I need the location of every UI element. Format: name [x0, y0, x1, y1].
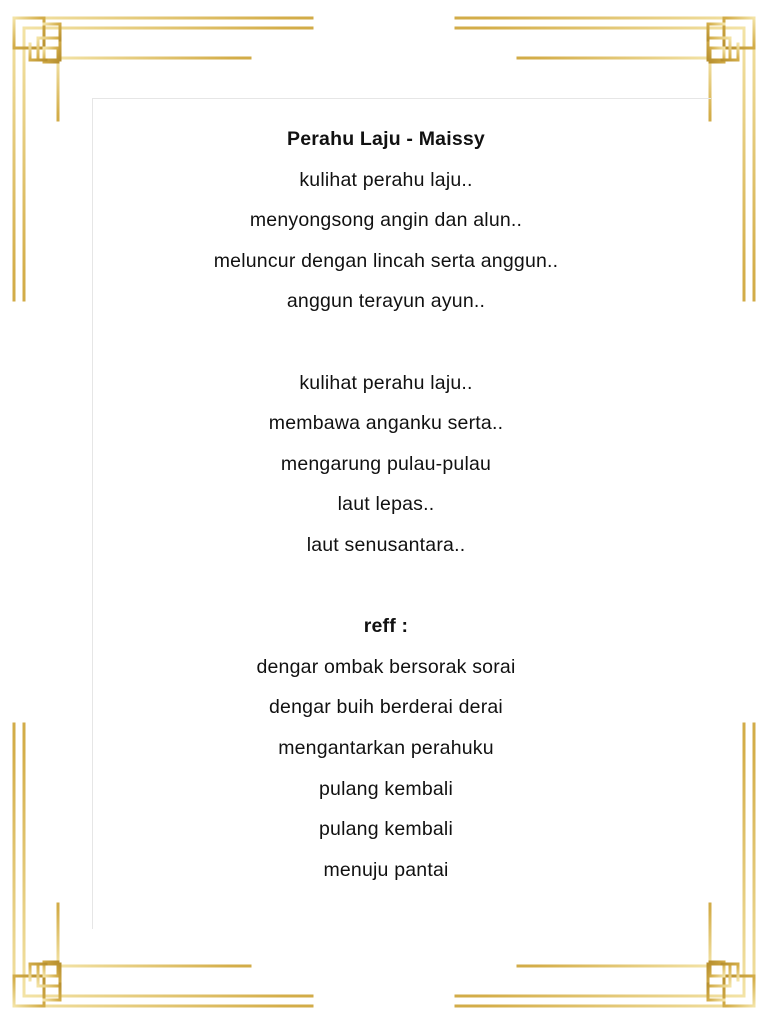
lyric-line: membawa anganku serta..: [268, 412, 504, 435]
lyric-line: mengantarkan perahuku: [278, 736, 494, 759]
lyric-line: kulihat perahu laju..: [299, 371, 473, 394]
lyric-line: laut senusantara..: [306, 533, 466, 556]
lyric-line: mengarung pulau-pulau: [280, 452, 492, 475]
song-title: Perahu Laju - Maissy: [287, 128, 485, 150]
lyric-line: pulang kembali: [319, 777, 453, 800]
lyric-line: meluncur dengan lincah serta anggun..: [213, 249, 559, 272]
lyric-line: laut lepas..: [337, 493, 435, 516]
lyric-line: dengar ombak bersorak sorai: [256, 655, 516, 678]
stanza-spacer: [92, 566, 680, 607]
lyric-line: anggun terayun ayun..: [286, 290, 486, 313]
stanza-spacer: [92, 322, 680, 363]
lyric-line: menuju pantai: [323, 858, 449, 881]
lyric-line: dengar buih berderai derai: [269, 696, 503, 719]
lyric-line: menyongsong angin dan alun..: [249, 209, 523, 232]
lyrics-body: [92, 119, 680, 890]
lyric-line: pulang kembali: [319, 818, 453, 841]
lyric-line: kulihat perahu laju..: [299, 168, 473, 191]
reff-label: reff :: [363, 615, 409, 638]
